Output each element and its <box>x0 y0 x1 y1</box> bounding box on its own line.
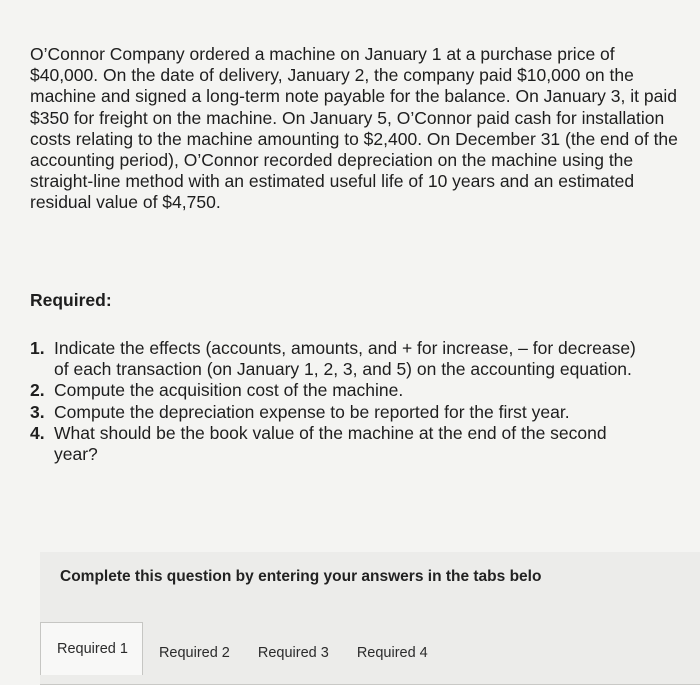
requirement-number: 3. <box>30 401 45 422</box>
tab-required-4[interactable]: Required 4 <box>356 645 428 661</box>
requirement-text: Indicate the effects (accounts, amounts, and + for increase, – for decrease) of each transaction (on January 1, 2, 3, and 5) on the accounting equation. <box>54 338 636 380</box>
required-heading: Required: <box>30 290 112 310</box>
problem-statement <box>30 44 678 214</box>
requirement-tabs <box>40 622 700 685</box>
tab-required-2[interactable]: Required 2 <box>158 645 230 661</box>
tab-required-3[interactable]: Required 3 <box>257 645 329 661</box>
requirement-number: 2. <box>30 380 45 401</box>
requirement-item <box>30 380 640 401</box>
instruction-text: Complete this question by entering your answers in the tabs belo <box>60 568 542 585</box>
requirement-text: Compute the depreciation expense to be reported for the first year. <box>54 401 570 422</box>
answer-panel <box>40 552 700 684</box>
requirements-list <box>30 338 640 465</box>
tab-required-1[interactable]: Required 1 <box>40 622 143 675</box>
requirement-item <box>30 402 640 423</box>
problem-text: O’Connor Company ordered a machine on January 1 at a purchase price of $40,000. On the date of delivery, January 2, the company paid $10,000 on the machine and signed a long-term note payable for the balance. On January 3, it paid $350 for freight on the machine. On January 5, O’Connor paid cash for installation costs relating to the machine amounting to $2,400. On December 31 (the end of the accounting period), O’Connor recorded depreciation on the machine using the straight-line method with an estimated useful life of 10 years and an estimated residual value of $4,750. <box>30 44 678 213</box>
requirement-item <box>30 338 640 380</box>
requirement-number: 1. <box>30 338 45 358</box>
requirement-text: What should be the book value of the machine at the end of the second year? <box>54 422 607 465</box>
requirement-item <box>30 423 640 465</box>
requirement-text: Compute the acquisition cost of the machine. <box>54 380 404 401</box>
requirement-number: 4. <box>30 422 45 443</box>
